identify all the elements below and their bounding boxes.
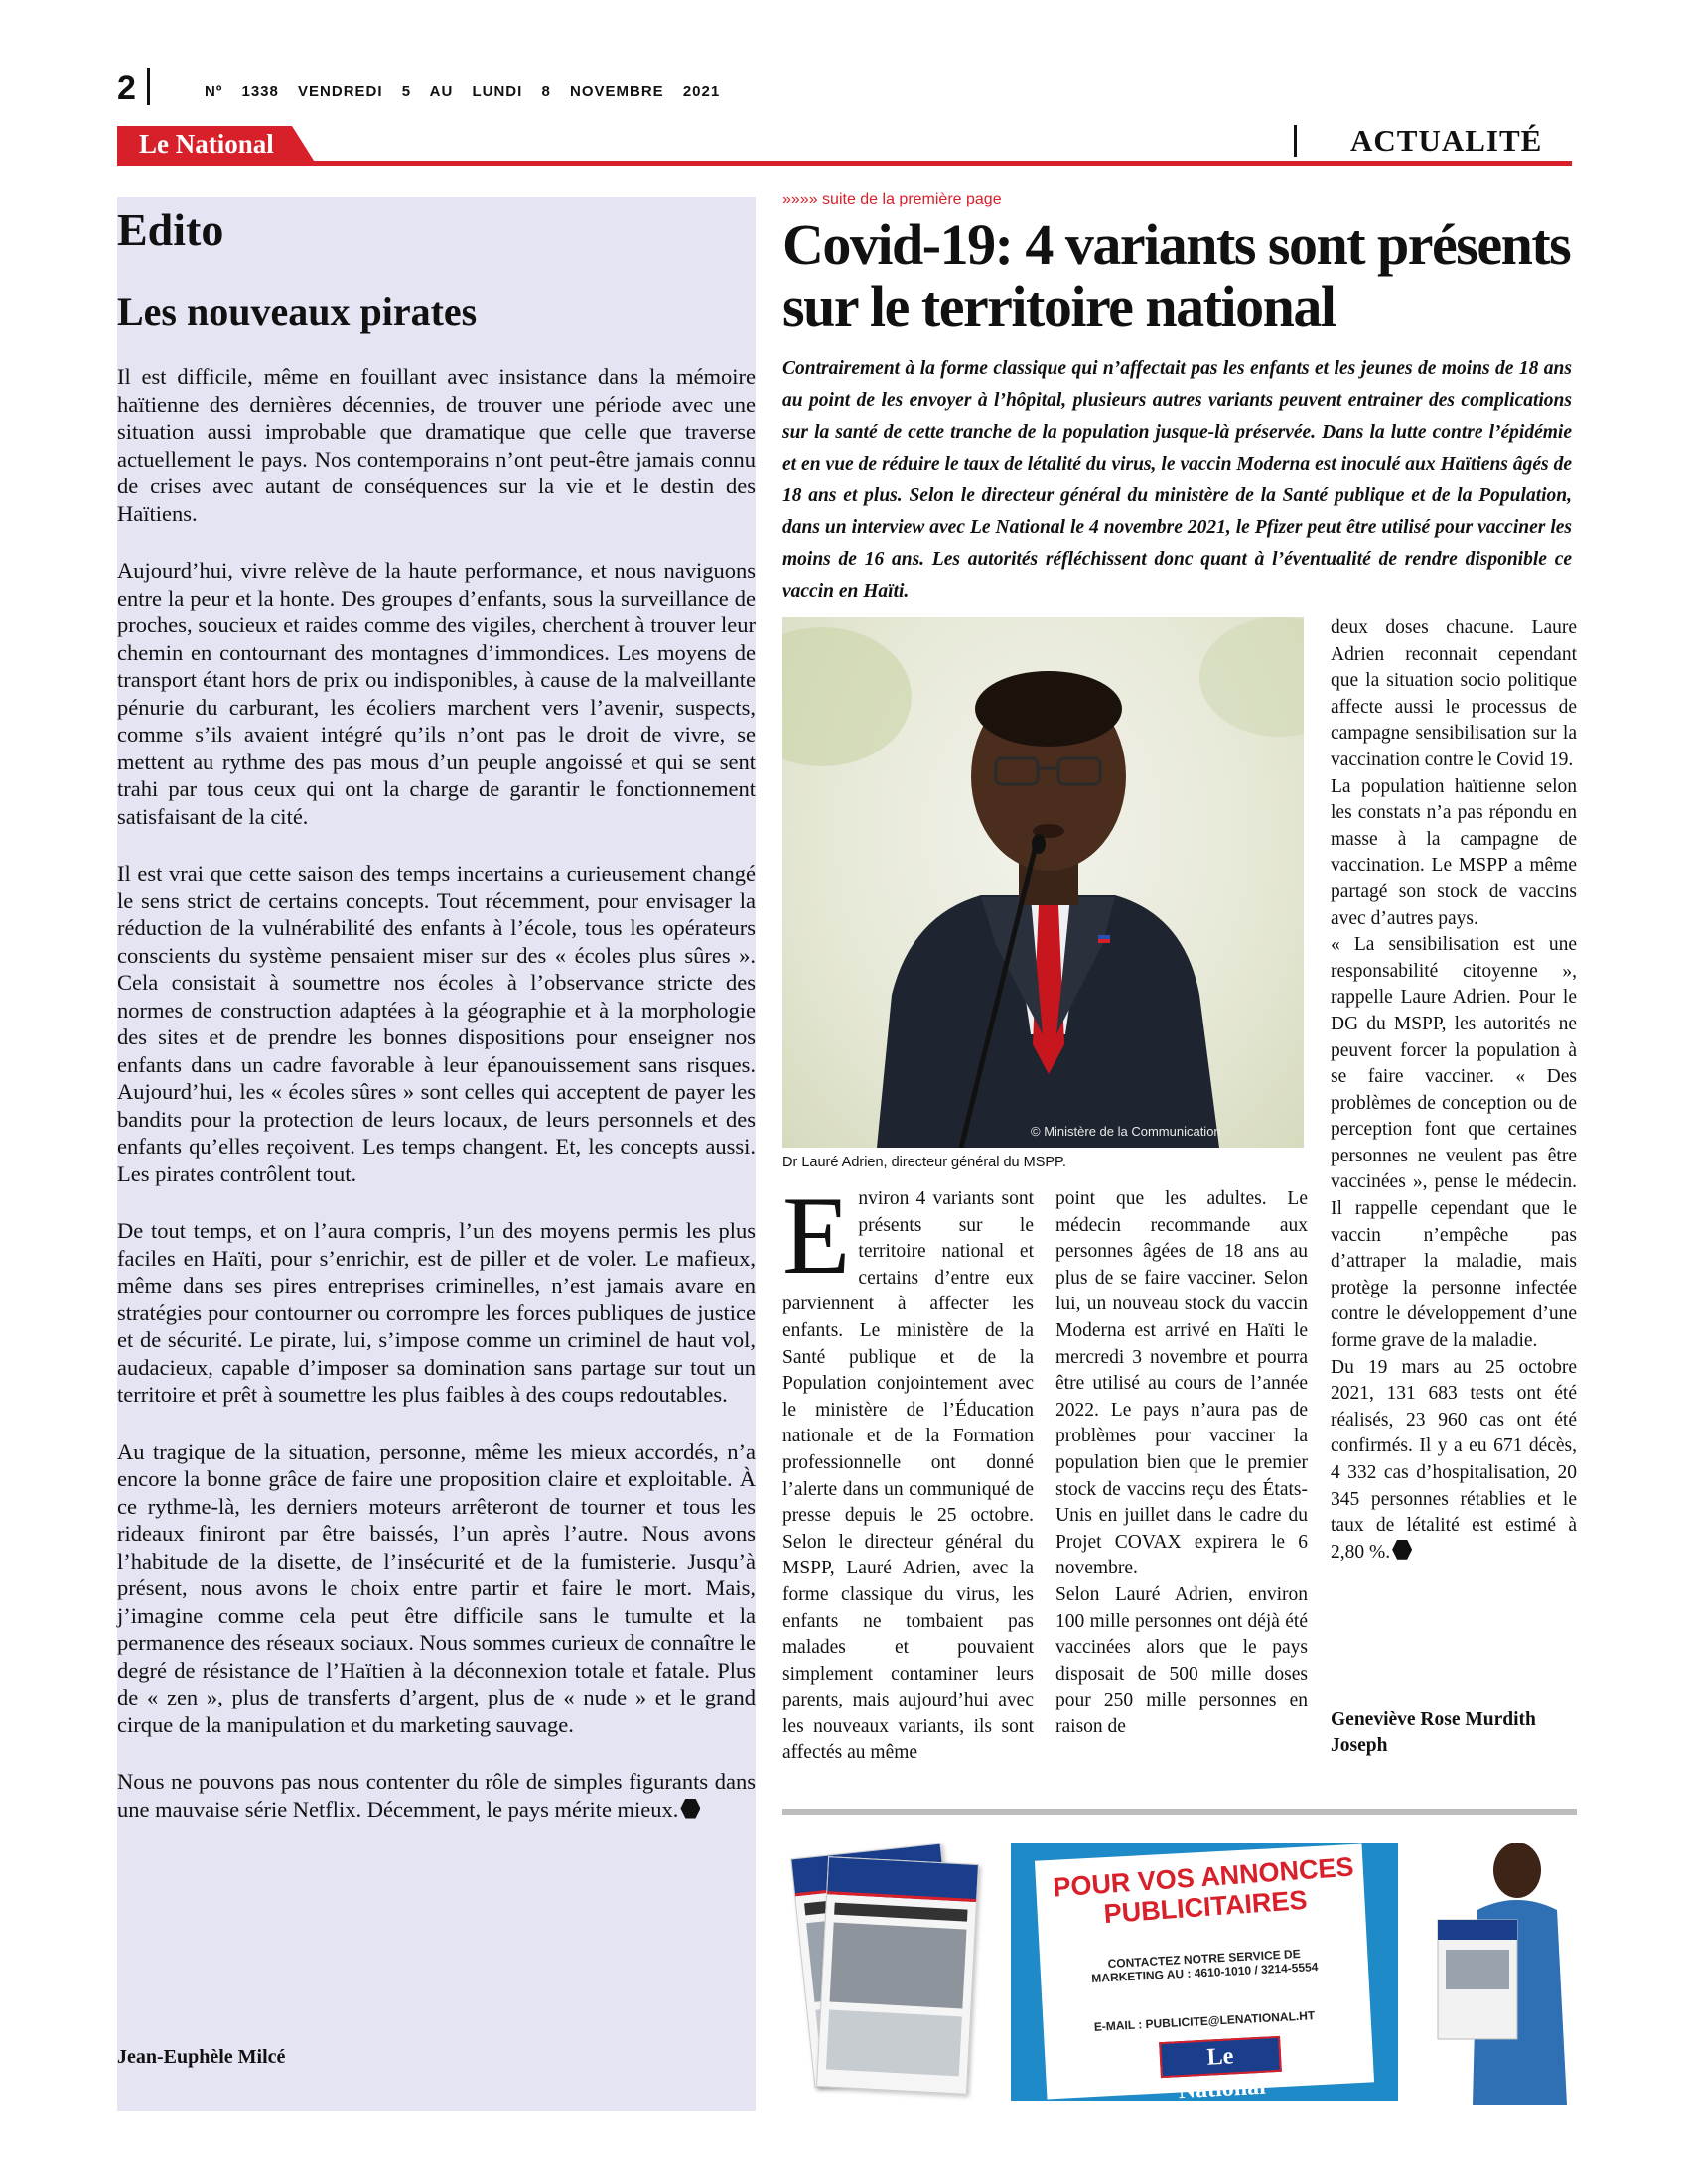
brand-name: Le National (139, 129, 274, 159)
column-paragraph: deux doses chacune. Laure Adrien reconnait cependant que la situation socio politique affecte aussi le processus de campagne sensibilisation sur la vaccination contre le Covid 19. (1331, 617, 1577, 770)
article-column-2 (1055, 1186, 1308, 1740)
column-paragraph: point que les adultes. Le médecin recommande aux personnes âgées de 18 ans au plus de se faire vacciner. Selon lui, un nouveau stock du vaccin Moderna est arrivé en Haïti le mercredi 3 novembre et pourra être utilisé au cours de l’année 2022. Le pays n’aura pas de problèmes pour vacciner la population bien que le premier stock de vaccins reçu des États-Unis en juillet dans le cadre du Projet COVAX expirera le 6 novembre. (1055, 1188, 1308, 1579)
advert-email: E-MAIL : PUBLICITE@LENATIONAL.HT (1093, 2008, 1316, 2034)
photo-caption: Dr Lauré Adrien, directeur général du MSPP. (782, 1155, 1066, 1170)
edito-author: Jean-Euphèle Milcé (117, 2046, 286, 2068)
article-headline: Covid-19: 4 variants sont présents sur le territoire national (782, 212, 1571, 339)
advert-headline: POUR VOS ANNONCES PUBLICITAIRES (1052, 1851, 1355, 1930)
column-text: nviron 4 variants sont présents sur le territoire national et certains d’entre eux parviennent à affecter les enfants. Le ministère de la Santé publique et de la Population conjointement avec le ministère de l’Éducation nationale et de la Formation professionnelle ont donné l’alerte dans un communiqué de presse depuis le 25 octobre. Selon le directeur général du MSPP, Lauré Adrien, avec la forme classique du virus, les enfants ne tombaient pas malades et pouvaient simplement contaminer leurs parents, mais aujourd’hui avec les nouveaux variants, ils sont affectés au même (782, 1188, 1034, 1764)
edito-paragraph-last (117, 1768, 756, 1823)
end-mark-icon (680, 1799, 700, 1819)
advert-contact: CONTACTEZ NOTRE SERVICE DE MARKETING AU : 4610-1010 / 3214-5554 (1090, 1946, 1319, 1985)
header-rule (117, 161, 1572, 166)
column-paragraph: La population haïtienne selon les constats n’a pas répondu en masse à la campagne de vaccination. Le MSPP a même partagé son stock de vaccins avec d’autres pays. (1331, 775, 1577, 929)
edito-paragraph: Au tragique de la situation, personne, même les mieux accordés, n’a encore la bonne grâce de faire une proposition claire et exploitable. À ce rythme-là, les derniers moteurs arrêteront de tourner et tous les rideaux finiront par être baissés, l’un après l’autre. Nous avons l’habitude de la disette, de l’insécurité et de la fumisterie. Jusqu’à présent, nous avons le choix entre partir et faire le mort. Mais, j’imagine comme cela peut être difficile sans le tumulte et la permanence des réseaux sociaux. Nous sommes curieux de connaître le degré de résistance de l’Haïtien à la déconnexion totale et fatale. Plus de « zen », plus de transferts d’argent, plus de « nude » et le grand cirque de la manipulation et du marketing sauvage. (117, 1438, 756, 1737)
edito-paragraph: Aujourd’hui, vivre relève de la haute performance, et nous naviguons entre la peur et la honte. Des groupes d’enfants, sous la surveillance de proches, soucieux et raides comme des vigiles, cherchent à trouver leur chemin en contournant des montagnes d’immondices. Les moyens de transport étant hors de prix ou indisponibles, à cause de la malveillante pénurie du carburant, les écoliers marchent vers l’avenir, suspects, comme s’ils avaient intégré qu’ils n’ont pas le droit de vivre, se mettent au rythme des pas mous d’un peuple angoissé et qui se sent trahi par tous ceux qui ont la charge de garantir le fonctionnement satisfaisant de la cité. (117, 558, 756, 829)
photo-credit: © Ministère de la Communication (1031, 1124, 1221, 1139)
edito-title: Les nouveaux pirates (117, 289, 478, 334)
drop-cap: E (782, 1174, 851, 1297)
continued-label: »»»» suite de la première page (782, 191, 1002, 207)
edito-paragraph-text: Nous ne pouvons pas nous contenter du rôle de simples figurants dans une mauvaise série Netflix. Décemment, le pays mérite mieux. (117, 1769, 756, 1822)
edito-body (117, 363, 756, 1852)
advert[interactable] (782, 1831, 1577, 2105)
section-title: ACTUALITÉ (1350, 123, 1543, 158)
edito-paragraph: De tout temps, et on l’aura compris, l’un des moyens permis les plus faciles en Haïti, pour s’enrichir, est de piller et de voler. Le mafieux, même dans ses pires entreprises criminelles, n’est jamais avare en stratégies pour contourner ou corrompre les forces publiques de justice et de sécurité. Le pirate, lui, s’impose comme un criminel de haut vol, audacieux, capable d’imposer sa domination sans partage sur tout un territoire et prêt à soumettre les plus faibles à des coups redoutables. (117, 1218, 756, 1407)
article-photo (782, 617, 1304, 1148)
newspaper-thumbnail (816, 1856, 979, 2095)
article-column-3 (1331, 615, 1577, 1566)
column-text: Du 19 mars au 25 octobre 2021, 131 683 tests ont été réalisés, 23 960 cas ont été confirmés. Il y a eu 671 décès, 4 332 cas d’hospitalisation, 20 345 personnes rétablies et le taux de létalité est estimé à 2,80 %. (1331, 1356, 1577, 1563)
edito-paragraph: Il est vrai que cette saison des temps incertains a curieusement changé le sens strict de certains concepts. Tout récemment, pour envisager la réduction de la vulnérabilité des enfants à l’école, tous les opérateurs conscients du système pensaient miser sur des « écoles plus sûres ». Cela consistait à soumettre nos écoles à l’observance stricte des normes de construction adaptées à la géographie et à la morphologie des sites et de prendre les bonnes dispositions pour enseigner nos enfants dans un cadre favorable à leur épanouissement sans risques. Aujourd’hui, les « écoles sûres » sont celles qui acceptent de payer les bandits pour la protection de leurs locaux, de leurs personnels et des enfants qu’elles reçoivent. Les temps changent. Et, les concepts aussi. Les pirates contrôlent tout. (117, 861, 756, 1186)
page-number-divider (147, 68, 150, 105)
edito-paragraph: Il est difficile, même en fouillant avec insistance dans la mémoire haïtienne des dernières décennies, de trouver une période avec une situation aussi improbable que dramatique que celle que traverse actuellement le pays. Nos contemporains n’ont peut-être jamais connu de crises avec autant de conséquences sur la vie et le destin des Haïtiens. (117, 364, 756, 526)
advert-logo: Le National (1159, 2036, 1282, 2078)
end-mark-icon (1392, 1540, 1412, 1560)
page-number: 2 (117, 69, 136, 107)
issue-line: Nº 1338 VENDREDI 5 AU LUNDI 8 NOVEMBRE 2021 (205, 83, 721, 100)
column-paragraph: « La sensibilisation est une responsabilité citoyenne », rappelle Laure Adrien. Pour le DG du MSPP, les autorités ne peuvent forcer la population à se faire vacciner. « Des problèmes de conception ou de perception font que certaines personnes ne veulent pas être vaccinées », pense le médecin. Il rappelle cependant que le vaccin n’empêche pas d’attraper la maladie, mais protège la personne infectée contre le développement d’une forme grave de la maladie. (1331, 934, 1577, 1352)
speaker-illustration (782, 617, 1304, 1148)
article-lede: Contrairement à la forme classique qui n’affectait pas les enfants et les jeunes de moins de 18 ans au point de les envoyer à l’hôpital, plusieurs autres variants peuvent entrainer des complications sur la santé de cette tranche de la population jusque-là préservée. Dans la lutte contre l’épidémie et en vue de réduire le taux de létalité du virus, le vaccin Moderna est inoculé aux Haïtiens âgés de 18 ans et plus. Selon le directeur général du ministère de la Santé publique et de la Population, dans un interview avec Le National le 4 novembre 2021, le Pfizer peut être utilisé pour vacciner les moins de 16 ans. Les autorités réfléchissent donc quant à l’éventualité de rendre disponible ce vaccin en Haïti. (782, 358, 1572, 602)
article-author: Geneviève Rose Murdith Joseph (1331, 1709, 1536, 1756)
section-divider (1294, 125, 1297, 157)
advert-rule (782, 1809, 1577, 1815)
column-paragraph-last (1331, 1355, 1577, 1567)
column-paragraph: Selon Lauré Adrien, environ 100 mille personnes ont déjà été vaccinées alors que le pays disposait de 500 mille doses pour 250 mille personnes en raison de (1055, 1583, 1308, 1737)
person-illustration (1418, 1831, 1577, 2105)
edito-kicker: Edito (117, 205, 224, 255)
article-column-1 (782, 1174, 1034, 1767)
